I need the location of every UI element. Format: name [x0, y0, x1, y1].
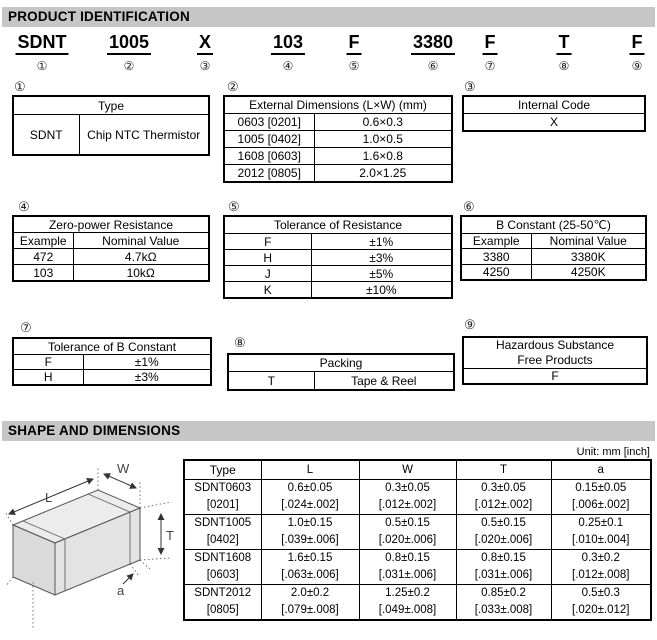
value-inch: [.079±.008]	[281, 604, 339, 616]
dim-w-cell	[359, 550, 456, 585]
table-index-4: ④	[18, 199, 30, 214]
dim-col-a: a	[551, 460, 651, 480]
table-index-9: ⑨	[464, 317, 476, 332]
dim-t-cell	[456, 515, 551, 550]
b-constant-title: B Constant (25-50℃)	[461, 216, 646, 234]
dim-label-a: a	[117, 583, 125, 598]
section-header-product-identification: PRODUCT IDENTIFICATION	[2, 7, 655, 27]
dim-type-cell	[184, 480, 261, 515]
tolerance-of-resistance-table	[223, 215, 453, 299]
tolerance-value-cell: ±5%	[311, 266, 452, 282]
section-header-shape-and-dimensions: SHAPE AND DIMENSIONS	[2, 421, 655, 441]
part-code-index: ④	[282, 59, 294, 73]
table-index-1: ①	[14, 79, 26, 94]
dim-a-cell	[551, 480, 651, 515]
part-code-value: T	[557, 33, 572, 55]
dim-w-cell	[359, 480, 456, 515]
type-code-cell: SDNT	[13, 115, 79, 156]
dim-type-cell	[184, 550, 261, 585]
table-index-3: ③	[464, 79, 476, 94]
value-mm: 0.3±0.05	[481, 482, 526, 494]
part-code-value: F	[347, 33, 362, 55]
part-code-index: ⑤	[348, 59, 360, 73]
hazardous-substance-table	[462, 336, 648, 385]
tolerance-b-value-cell: ±3%	[83, 370, 211, 386]
tolerance-b-value-cell: ±1%	[83, 355, 211, 370]
part-code-segment-3	[197, 33, 213, 73]
dim-col-w: W	[359, 460, 456, 480]
value-inch: [.031±.006]	[378, 569, 437, 581]
external-dimensions-table	[223, 95, 453, 183]
value-mm: 1.25±0.2	[385, 587, 430, 599]
value-mm: 0.85±0.2	[481, 587, 526, 599]
type-mm: SDNT1005	[194, 517, 252, 529]
packing-code-cell: T	[228, 372, 314, 391]
column-header-nominal: Nominal Value	[73, 233, 209, 249]
value-inch: [.039±.006]	[281, 534, 339, 546]
tolerance-b-code-cell: H	[13, 370, 83, 386]
tolerance-b-code-cell: F	[13, 355, 83, 370]
part-code-segment-7	[483, 33, 498, 73]
value-inch: [.033±.008]	[474, 604, 533, 616]
type-mm: SDNT1608	[194, 552, 252, 564]
type-desc-cell: Chip NTC Thermistor	[79, 115, 209, 156]
dim-a-cell	[551, 585, 651, 621]
tolerance-resistance-title: Tolerance of Resistance	[224, 216, 452, 234]
size-code-cell: 1608 [0603]	[224, 148, 314, 165]
part-code-index: ③	[199, 59, 211, 73]
dim-t-cell	[456, 550, 551, 585]
value-inch: [.049±.008]	[378, 604, 437, 616]
packing-table	[227, 353, 455, 391]
hazardous-value-cell: F	[463, 369, 647, 385]
type-inch: [0402]	[206, 534, 239, 546]
tolerance-code-cell: H	[224, 250, 311, 266]
b-constant-code-cell: 4250	[461, 265, 531, 281]
value-mm: 2.0±0.2	[290, 587, 330, 599]
dim-w-cell	[359, 515, 456, 550]
part-code-index: ⑨	[631, 59, 643, 73]
tolerance-value-cell: ±3%	[311, 250, 452, 266]
table-index-7: ⑦	[20, 320, 32, 335]
b-constant-table	[460, 215, 647, 281]
type-inch: [0805]	[206, 604, 239, 616]
dim-t-cell	[456, 480, 551, 515]
value-mm: 0.5±0.15	[385, 517, 430, 529]
dim-type-cell	[184, 585, 261, 621]
packing-title: Packing	[228, 354, 454, 372]
dim-col-type: Type	[184, 460, 261, 480]
shape-dimensions-table	[183, 459, 652, 621]
value-mm: 0.8±0.15	[385, 552, 430, 564]
size-code-cell: 0603 [0201]	[224, 114, 314, 131]
tolerance-code-cell: K	[224, 282, 311, 299]
table-index-8: ⑧	[234, 335, 246, 350]
size-value-cell: 1.6×0.8	[314, 148, 452, 165]
column-header-example: Example	[13, 233, 73, 249]
value-mm: 0.6±0.05	[287, 482, 333, 494]
internal-code-table	[462, 95, 646, 132]
internal-code-title: Internal Code	[463, 96, 645, 114]
value-mm: 1.0±0.15	[287, 517, 333, 529]
part-code-index: ①	[36, 59, 48, 73]
value-mm: 0.25±0.1	[578, 517, 624, 529]
b-constant-value-cell: 3380K	[531, 249, 646, 265]
value-inch: [.020±.006]	[474, 534, 533, 546]
dim-l-cell	[261, 480, 359, 515]
dim-col-l: L	[261, 460, 359, 480]
dim-a-cell	[551, 550, 651, 585]
tolerance-code-cell: F	[224, 234, 311, 250]
hazardous-title-line2: Free Products	[517, 353, 593, 367]
part-code-value: F	[630, 33, 645, 55]
part-code-segment-9	[630, 33, 645, 73]
part-code-index: ②	[123, 59, 135, 73]
value-mm: 0.8±0.15	[481, 552, 526, 564]
part-code-segment-4	[271, 33, 305, 73]
type-inch: [0603]	[206, 569, 239, 581]
part-code-value: F	[483, 33, 498, 55]
value-inch: [.012±.002]	[378, 499, 437, 511]
zero-power-resistance-table	[12, 215, 210, 282]
value-mm: 0.5±0.3	[581, 587, 620, 599]
tolerance-code-cell: J	[224, 266, 311, 282]
value-inch: [.020±.006]	[378, 534, 437, 546]
size-value-cell: 1.0×0.5	[314, 131, 452, 148]
value-inch: [.031±.006]	[474, 569, 533, 581]
size-value-cell: 2.0×1.25	[314, 165, 452, 183]
dim-l-cell	[261, 585, 359, 621]
value-mm: 0.15±0.05	[575, 482, 627, 494]
resistance-code-cell: 103	[13, 265, 73, 282]
part-code-value: 103	[271, 33, 305, 55]
table-index-2: ②	[227, 79, 239, 94]
b-constant-value-cell: 4250K	[531, 265, 646, 281]
dim-type-cell	[184, 515, 261, 550]
size-code-cell: 2012 [0805]	[224, 165, 314, 183]
dim-l-cell	[261, 550, 359, 585]
unit-note: Unit: mm [inch]	[576, 446, 650, 458]
tolerance-value-cell: ±10%	[311, 282, 452, 299]
table-index-5: ⑤	[228, 199, 240, 214]
size-code-cell: 1005 [0402]	[224, 131, 314, 148]
value-inch: [.012±.008]	[572, 569, 630, 581]
value-mm: 1.6±0.15	[287, 552, 333, 564]
value-inch: [.063±.006]	[281, 569, 339, 581]
tolerance-of-b-constant-table	[12, 337, 212, 386]
part-code-segment-2	[107, 33, 151, 73]
zero-power-title: Zero-power Resistance	[13, 216, 209, 233]
packing-value-cell: Tape & Reel	[314, 372, 454, 391]
part-code-value: X	[197, 33, 213, 55]
internal-code-value: X	[463, 114, 645, 132]
part-code-segment-1	[16, 33, 69, 73]
external-dimensions-title: External Dimensions (L×W) (mm)	[224, 96, 452, 114]
value-inch: [.006±.002]	[572, 499, 630, 511]
type-mm: SDNT2012	[194, 587, 252, 599]
part-code-value: 1005	[107, 33, 151, 55]
dim-l-cell	[261, 515, 359, 550]
tolerance-value-cell: ±1%	[311, 234, 452, 250]
hazardous-title-line1: Hazardous Substance	[495, 338, 615, 352]
value-mm: 0.5±0.15	[481, 517, 526, 529]
resistance-value-cell: 4.7kΩ	[73, 249, 209, 265]
table-row	[184, 585, 651, 621]
table-row	[184, 515, 651, 550]
table-row	[184, 480, 651, 515]
hazardous-title-cell	[463, 337, 647, 369]
chip-dimension-diagram	[5, 462, 183, 634]
value-inch: [.012±.002]	[474, 499, 533, 511]
part-code-index: ⑦	[484, 59, 496, 73]
part-code-index: ⑥	[427, 59, 439, 73]
part-code-segment-6	[411, 33, 455, 73]
part-code-segment-5	[347, 33, 362, 73]
part-code-value: SDNT	[16, 33, 69, 55]
part-code-index: ⑧	[558, 59, 570, 73]
resistance-value-cell: 10kΩ	[73, 265, 209, 282]
type-table	[12, 95, 210, 156]
table-index-6: ⑥	[463, 199, 475, 214]
value-mm: 0.3±0.05	[385, 482, 430, 494]
value-inch: [.020±.012]	[572, 604, 630, 616]
tolerance-b-title: Tolerance of B Constant	[13, 338, 211, 355]
dim-label-l: L	[45, 490, 53, 505]
dim-col-t: T	[456, 460, 551, 480]
type-mm: SDNT0603	[194, 482, 252, 494]
table-row	[184, 550, 651, 585]
size-value-cell: 0.6×0.3	[314, 114, 452, 131]
column-header-nominal: Nominal Value	[531, 234, 646, 249]
value-inch: [.024±.002]	[281, 499, 339, 511]
part-code-segment-8	[557, 33, 572, 73]
resistance-code-cell: 472	[13, 249, 73, 265]
part-code-value: 3380	[411, 33, 455, 55]
dim-a-cell	[551, 515, 651, 550]
type-table-title: Type	[13, 96, 209, 115]
column-header-example: Example	[461, 234, 531, 249]
dim-label-w: W	[117, 462, 130, 476]
value-mm: 0.3±0.2	[581, 552, 620, 564]
b-constant-code-cell: 3380	[461, 249, 531, 265]
dim-w-cell	[359, 585, 456, 621]
value-inch: [.010±.004]	[572, 534, 630, 546]
dim-t-cell	[456, 585, 551, 621]
dim-label-t: T	[166, 528, 174, 543]
type-inch: [0201]	[206, 499, 239, 511]
